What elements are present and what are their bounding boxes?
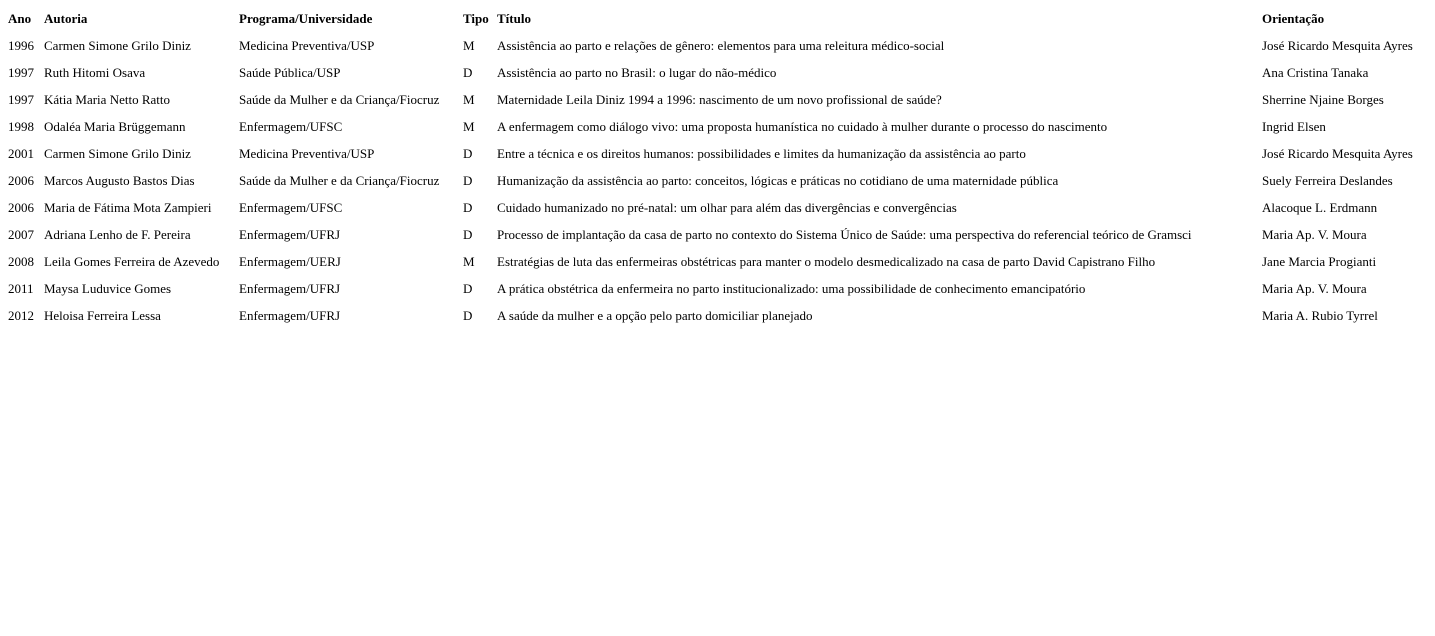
- cell-programa: Saúde da Mulher e da Criança/Fiocruz: [239, 92, 440, 107]
- cell-programa: Enfermagem/UFRJ: [239, 308, 341, 323]
- cell-autoria: Leila Gomes Ferreira de Azevedo: [44, 254, 220, 269]
- cell-programa: Medicina Preventiva/USP: [239, 146, 375, 161]
- cell-ano: 1997: [8, 92, 34, 107]
- cell-programa: Enfermagem/UERJ: [239, 254, 341, 269]
- cell-autoria: Heloisa Ferreira Lessa: [44, 308, 161, 323]
- cell-orientacao: Sherrine Njaine Borges: [1262, 92, 1384, 107]
- table-body: [6, 32, 1434, 329]
- table-row: [6, 167, 1434, 194]
- cell-programa: Medicina Preventiva/USP: [239, 38, 375, 53]
- cell-autoria: Maysa Luduvice Gomes: [44, 281, 172, 296]
- cell-titulo: Estratégias de luta das enfermeiras obstétricas para manter o modelo desmedicalizado na casa de parto David Capistrano Filho: [497, 254, 1156, 269]
- cell-ano: 2011: [8, 281, 34, 296]
- table-row: [6, 86, 1434, 113]
- table-row: [6, 194, 1434, 221]
- cell-programa: Enfermagem/UFSC: [239, 119, 343, 134]
- cell-ano: 1998: [8, 119, 34, 134]
- header-row: [6, 5, 1434, 32]
- header-autoria: Autoria: [44, 11, 88, 26]
- cell-tipo: D: [463, 200, 473, 215]
- cell-orientacao: Ingrid Elsen: [1262, 119, 1326, 134]
- cell-autoria: Ruth Hitomi Osava: [44, 65, 146, 80]
- cell-programa: Saúde da Mulher e da Criança/Fiocruz: [239, 173, 440, 188]
- cell-autoria: Adriana Lenho de F. Pereira: [44, 227, 191, 242]
- cell-tipo: D: [463, 146, 473, 161]
- cell-ano: 2006: [8, 173, 34, 188]
- cell-ano: 2007: [8, 227, 34, 242]
- cell-ano: 2001: [8, 146, 34, 161]
- cell-ano: 2008: [8, 254, 34, 269]
- cell-orientacao: Jane Marcia Progianti: [1262, 254, 1377, 269]
- cell-titulo: Humanização da assistência ao parto: conceitos, lógicas e práticas no cotidiano de uma maternidade pública: [497, 173, 1059, 188]
- cell-orientacao: Maria Ap. V. Moura: [1262, 281, 1367, 296]
- cell-programa: Enfermagem/UFRJ: [239, 227, 341, 242]
- cell-tipo: M: [463, 119, 475, 134]
- cell-tipo: D: [463, 65, 473, 80]
- cell-ano: 2006: [8, 200, 34, 215]
- cell-titulo: Assistência ao parto no Brasil: o lugar do não-médico: [497, 65, 777, 80]
- cell-ano: 1997: [8, 65, 34, 80]
- cell-autoria: Kátia Maria Netto Ratto: [44, 92, 170, 107]
- cell-tipo: D: [463, 227, 473, 242]
- header-titulo: Título: [497, 11, 531, 26]
- cell-autoria: Marcos Augusto Bastos Dias: [44, 173, 195, 188]
- header-tipo: Tipo: [463, 11, 489, 26]
- cell-titulo: Processo de implantação da casa de parto no contexto do Sistema Único de Saúde: uma perspectiva do referencial teórico de Gramsci: [497, 227, 1192, 242]
- cell-tipo: M: [463, 254, 475, 269]
- cell-tipo: D: [463, 173, 473, 188]
- header-orientacao: Orientação: [1262, 11, 1325, 26]
- table-row: [6, 275, 1434, 302]
- cell-programa: Saúde Pública/USP: [239, 65, 341, 80]
- cell-tipo: M: [463, 38, 475, 53]
- cell-titulo: Cuidado humanizado no pré-natal: um olhar para além das divergências e convergências: [497, 200, 957, 215]
- table-row: [6, 302, 1434, 329]
- cell-tipo: M: [463, 92, 475, 107]
- table-row: [6, 59, 1434, 86]
- table-row: [6, 32, 1434, 59]
- table-row: [6, 113, 1434, 140]
- cell-autoria: Carmen Simone Grilo Diniz: [44, 146, 191, 161]
- table-header: [6, 5, 1434, 32]
- cell-titulo: Assistência ao parto e relações de gênero: elementos para uma releitura médico-social: [497, 38, 945, 53]
- cell-tipo: D: [463, 281, 473, 296]
- cell-tipo: D: [463, 308, 473, 323]
- cell-programa: Enfermagem/UFRJ: [239, 281, 341, 296]
- cell-orientacao: Maria Ap. V. Moura: [1262, 227, 1367, 242]
- cell-titulo: Entre a técnica e os direitos humanos: possibilidades e limites da humanização da assistência ao parto: [497, 146, 1026, 161]
- table-row: [6, 221, 1434, 248]
- cell-titulo: A enfermagem como diálogo vivo: uma proposta humanística no cuidado à mulher durante o processo do nascimento: [497, 119, 1108, 134]
- cell-autoria: Maria de Fátima Mota Zampieri: [44, 200, 212, 215]
- theses-table: [6, 5, 1434, 329]
- cell-orientacao: Suely Ferreira Deslandes: [1262, 173, 1393, 188]
- cell-titulo: Maternidade Leila Diniz 1994 a 1996: nascimento de um novo profissional de saúde?: [497, 92, 942, 107]
- header-programa: Programa/Universidade: [239, 11, 373, 26]
- cell-titulo: A prática obstétrica da enfermeira no parto institucionalizado: uma possibilidade de conhecimento emancipatório: [497, 281, 1086, 296]
- cell-autoria: Odaléa Maria Brüggemann: [44, 119, 186, 134]
- table-row: [6, 140, 1434, 167]
- table-row: [6, 248, 1434, 275]
- cell-orientacao: José Ricardo Mesquita Ayres: [1262, 146, 1413, 161]
- cell-orientacao: Alacoque L. Erdmann: [1262, 200, 1378, 215]
- cell-programa: Enfermagem/UFSC: [239, 200, 343, 215]
- cell-ano: 1996: [8, 38, 34, 53]
- cell-orientacao: Maria A. Rubio Tyrrel: [1262, 308, 1378, 323]
- header-ano: Ano: [8, 11, 32, 26]
- cell-orientacao: José Ricardo Mesquita Ayres: [1262, 38, 1413, 53]
- cell-autoria: Carmen Simone Grilo Diniz: [44, 38, 191, 53]
- cell-titulo: A saúde da mulher e a opção pelo parto domiciliar planejado: [497, 308, 813, 323]
- cell-ano: 2012: [8, 308, 34, 323]
- cell-orientacao: Ana Cristina Tanaka: [1262, 65, 1369, 80]
